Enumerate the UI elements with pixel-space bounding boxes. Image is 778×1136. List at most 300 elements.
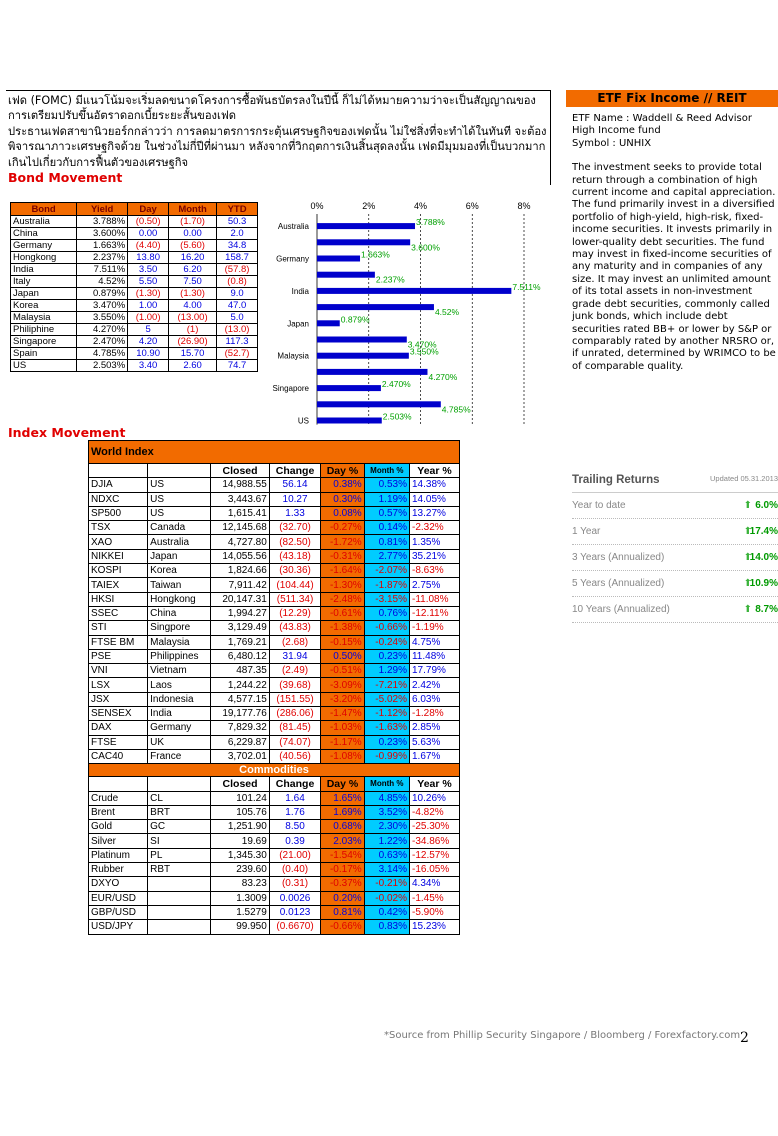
index-cell: -0.31%: [321, 549, 364, 563]
bond-header-cell: YTD: [217, 203, 258, 216]
bond-cell: 9.0: [217, 288, 258, 300]
index-cell: 1.5279: [211, 905, 270, 919]
index-cell: SP500: [89, 506, 148, 520]
index-cell: 35.21%: [409, 549, 459, 563]
index-cell: Japan: [148, 549, 211, 563]
index-row: [89, 848, 460, 862]
index-cell: 8.50: [269, 820, 320, 834]
index-cell: KOSPI: [89, 564, 148, 578]
index-cell: 1.19%: [364, 492, 409, 506]
index-cell: Australia: [148, 535, 211, 549]
index-cell: -25.30%: [409, 820, 459, 834]
index-cell: PSE: [89, 649, 148, 663]
bond-row: [11, 312, 258, 324]
trailing-returns: [572, 466, 778, 623]
chart-category-label: Singapore: [272, 384, 309, 394]
index-row: [89, 592, 460, 606]
index-row: [89, 478, 460, 492]
index-section-title: Index Movement: [8, 425, 126, 440]
trailing-title: Trailing Returns: [572, 474, 660, 486]
up-arrow-icon: ⬆: [743, 500, 752, 511]
index-cell: -0.66%: [321, 920, 364, 934]
index-cell: 0.83%: [364, 920, 409, 934]
index-row: [89, 621, 460, 635]
index-row: [89, 606, 460, 620]
index-cell: -1.47%: [321, 707, 364, 721]
bond-row: [11, 276, 258, 288]
chart-bar: [317, 304, 434, 310]
index-cell: VNI: [89, 664, 148, 678]
bond-cell: Hongkong: [11, 252, 77, 264]
chart-bar: [317, 353, 409, 359]
index-cell: 0.68%: [321, 820, 364, 834]
chart-bar: [317, 401, 441, 407]
article-paragraph-2: ประธานเฟดสาขานิวยอร์กกล่าวว่า การลดมาตรการกระตุ้นเศรษฐกิจของเฟดนั้น ไม่ใช่สิ่งที่จะทำได้ในทันที จะต้องพิจารณาภาวะเศรษฐกิจด้วย ในช่วงไม่กี่ปีที่ผ่านมา หลังจากที่วิกฤตการเงินสิ้นสุดลงนั้น เฟดมีมุมมองที่เป็นบวกมากเกินไปเกี่ยวกับการฟื้นตัวของเศรษฐกิจ: [8, 124, 547, 169]
chart-x-tick: 8%: [517, 201, 531, 211]
bond-cell: Italy: [11, 276, 77, 288]
index-cell: Silver: [89, 834, 148, 848]
bond-cell: (13.00): [169, 312, 217, 324]
chart-bar: [317, 418, 382, 424]
bond-cell: 3.600%: [77, 228, 128, 240]
bond-cell: (0.8): [217, 276, 258, 288]
index-cell: France: [148, 749, 211, 763]
index-cell: 1.29%: [364, 664, 409, 678]
index-cell: 0.0026: [269, 891, 320, 905]
bond-yield-chart: [262, 196, 550, 432]
bond-cell: (5.60): [169, 240, 217, 252]
index-cell: 0.23%: [364, 735, 409, 749]
article-text: [6, 91, 550, 185]
index-table-body: [89, 441, 460, 935]
index-cell: -1.45%: [409, 891, 459, 905]
trailing-row: [572, 597, 778, 623]
bond-cell: 6.20: [169, 264, 217, 276]
index-cell: 105.76: [211, 805, 270, 819]
index-cell: 0.23%: [364, 649, 409, 663]
index-cell: -0.66%: [364, 621, 409, 635]
index-cell: -1.72%: [321, 535, 364, 549]
index-cell: 7,911.42: [211, 578, 270, 592]
index-cell: -0.15%: [321, 635, 364, 649]
index-cell: (2.68): [269, 635, 320, 649]
bond-header-cell: Yield: [77, 203, 128, 216]
index-cell: 4,577.15: [211, 692, 270, 706]
trailing-value: 6.0%: [755, 500, 778, 511]
index-cell: 4.75%: [409, 635, 459, 649]
index-cell: 31.94: [269, 649, 320, 663]
index-cell: 3,702.01: [211, 749, 270, 763]
index-cell: GBP/USD: [89, 905, 148, 919]
chart-data-label: 4.785%: [441, 404, 471, 415]
index-cell: NIKKEI: [89, 549, 148, 563]
index-cell: 1.65%: [321, 791, 364, 805]
up-arrow-icon: ⬆: [743, 526, 752, 537]
index-cell: (0.31): [269, 877, 320, 891]
index-cell: 1,244.22: [211, 678, 270, 692]
index-cell: 1.64: [269, 791, 320, 805]
index-cell: (151.55): [269, 692, 320, 706]
index-row: [89, 721, 460, 735]
bond-cell: (0.50): [128, 216, 169, 228]
index-cell: 15.23%: [409, 920, 459, 934]
chart-bar: [317, 223, 415, 229]
bond-cell: 3.550%: [77, 312, 128, 324]
index-cell: -1.28%: [409, 707, 459, 721]
index-row: [89, 707, 460, 721]
index-cell: -5.90%: [409, 905, 459, 919]
index-cell: -1.30%: [321, 578, 364, 592]
index-header-cell: [148, 777, 211, 791]
index-header-cell: Month %: [364, 777, 409, 791]
bond-cell: Japan: [11, 288, 77, 300]
index-row: [89, 492, 460, 506]
index-row: [89, 791, 460, 805]
index-cell: 1,824.66: [211, 564, 270, 578]
index-cell: -0.51%: [321, 664, 364, 678]
trailing-row: [572, 571, 778, 597]
index-cell: [148, 891, 211, 905]
chart-bar: [317, 369, 427, 375]
bond-cell: Korea: [11, 300, 77, 312]
index-cell: (286.06): [269, 707, 320, 721]
chart-data-label: 3.788%: [416, 217, 445, 228]
bond-cell: (4.40): [128, 240, 169, 252]
index-cell: -0.99%: [364, 749, 409, 763]
bond-row: [11, 288, 258, 300]
index-cell: 19.69: [211, 834, 270, 848]
bond-cell: Philiphine: [11, 324, 77, 336]
bond-cell: 0.00: [128, 228, 169, 240]
index-cell: BRT: [148, 805, 211, 819]
index-header-cell: Closed: [211, 777, 270, 791]
index-cell: -0.21%: [364, 877, 409, 891]
index-cell: (30.36): [269, 564, 320, 578]
index-cell: 6,229.87: [211, 735, 270, 749]
commodities-title-row: [89, 764, 460, 777]
index-cell: -12.57%: [409, 848, 459, 862]
chart-category-label: Australia: [277, 222, 309, 232]
world-index-title-row: [89, 441, 460, 464]
index-row: [89, 735, 460, 749]
article-paragraph-1: เฟด (FOMC) มีแนวโน้มจะเริ่มลดขนาดโครงการซื้อพันธบัตรลงในปีนี้ ก็ไม่ได้หมายความว่าจะเป็นสัญญาณของการเตรียมปรับขึ้นอัตราดอกเบี้ยระยะสั้นของเฟด: [8, 94, 536, 123]
index-cell: 1,994.27: [211, 606, 270, 620]
trailing-label: Year to date: [572, 500, 626, 511]
bond-cell: 3.788%: [77, 216, 128, 228]
trailing-label: 3 Years (Annualized): [572, 552, 665, 563]
index-header-cell: [148, 464, 211, 478]
index-cell: -12.11%: [409, 606, 459, 620]
index-row: [89, 820, 460, 834]
index-cell: 3,129.49: [211, 621, 270, 635]
index-cell: US: [148, 478, 211, 492]
bond-cell: 4.270%: [77, 324, 128, 336]
index-cell: (104.44): [269, 578, 320, 592]
index-cell: 6,480.12: [211, 649, 270, 663]
chart-data-label: 4.52%: [434, 307, 460, 318]
bond-row: [11, 348, 258, 360]
trailing-label: 1 Year: [572, 526, 601, 537]
index-cell: 0.39: [269, 834, 320, 848]
index-cell: 10.27: [269, 492, 320, 506]
index-cell: 3.14%: [364, 863, 409, 877]
index-cell: RBT: [148, 863, 211, 877]
chart-bar: [317, 288, 511, 294]
index-row: [89, 564, 460, 578]
bond-cell: (1.30): [169, 288, 217, 300]
index-cell: -2.07%: [364, 564, 409, 578]
bond-table: [10, 202, 258, 372]
index-header-row: [89, 777, 460, 791]
index-cell: Laos: [148, 678, 211, 692]
trailing-label: 5 Years (Annualized): [572, 578, 665, 589]
commodities-title: Commodities: [89, 764, 460, 777]
index-cell: -1.12%: [364, 707, 409, 721]
etf-body: [566, 107, 778, 373]
index-cell: 5.63%: [409, 735, 459, 749]
bond-cell: Singapore: [11, 336, 77, 348]
index-cell: 0.0123: [269, 905, 320, 919]
bond-cell: 4.20: [128, 336, 169, 348]
index-row: [89, 649, 460, 663]
bond-cell: 16.20: [169, 252, 217, 264]
index-cell: UK: [148, 735, 211, 749]
bond-row: [11, 300, 258, 312]
index-cell: SENSEX: [89, 707, 148, 721]
index-cell: -1.87%: [364, 578, 409, 592]
index-cell: 101.24: [211, 791, 270, 805]
index-cell: US: [148, 506, 211, 520]
index-cell: XAO: [89, 535, 148, 549]
index-cell: -0.17%: [321, 863, 364, 877]
bond-cell: (1.30): [128, 288, 169, 300]
bond-cell: 117.3: [217, 336, 258, 348]
bond-header-cell: Bond: [11, 203, 77, 216]
index-row: [89, 664, 460, 678]
index-row: [89, 635, 460, 649]
index-cell: 7,829.32: [211, 721, 270, 735]
chart-x-tick: 2%: [362, 201, 376, 211]
index-cell: Gold: [89, 820, 148, 834]
trailing-updated: Updated 05.31.2013: [710, 474, 778, 483]
bond-cell: 34.8: [217, 240, 258, 252]
bond-cell: 1.663%: [77, 240, 128, 252]
index-row: [89, 920, 460, 934]
index-cell: Canada: [148, 521, 211, 535]
bond-row: [11, 264, 258, 276]
index-cell: -3.20%: [321, 692, 364, 706]
index-row: [89, 535, 460, 549]
trailing-row: [572, 545, 778, 571]
index-cell: 1.22%: [364, 834, 409, 848]
chart-category-label: Malaysia: [277, 351, 309, 361]
index-row: [89, 805, 460, 819]
index-cell: (43.83): [269, 621, 320, 635]
index-cell: STI: [89, 621, 148, 635]
etf-symbol: Symbol : UNHIX: [572, 137, 652, 149]
index-row: [89, 578, 460, 592]
chart-x-tick: 4%: [413, 201, 428, 211]
index-header-cell: Change: [269, 464, 320, 478]
index-cell: Brent: [89, 805, 148, 819]
bond-cell: Germany: [11, 240, 77, 252]
bond-cell: 5.50: [128, 276, 169, 288]
index-cell: 3.52%: [364, 805, 409, 819]
bond-cell: Australia: [11, 216, 77, 228]
index-cell: -0.37%: [321, 877, 364, 891]
index-row: [89, 905, 460, 919]
chart-category-label: Japan: [287, 319, 309, 329]
index-cell: 0.63%: [364, 848, 409, 862]
index-cell: 17.79%: [409, 664, 459, 678]
index-row: [89, 891, 460, 905]
chart-data-label: 2.470%: [381, 379, 411, 390]
bond-table-body: [11, 216, 258, 372]
index-cell: -16.05%: [409, 863, 459, 877]
index-cell: (511.34): [269, 592, 320, 606]
chart-data-label: 3.600%: [411, 242, 440, 253]
index-cell: -0.61%: [321, 606, 364, 620]
index-cell: 0.20%: [321, 891, 364, 905]
index-cell: India: [148, 707, 211, 721]
index-header-row: [89, 464, 460, 478]
index-cell: -1.54%: [321, 848, 364, 862]
index-cell: 99.950: [211, 920, 270, 934]
index-cell: USD/JPY: [89, 920, 148, 934]
index-cell: (2.49): [269, 664, 320, 678]
index-cell: -34.86%: [409, 834, 459, 848]
index-cell: GC: [148, 820, 211, 834]
index-cell: 19,177.76: [211, 707, 270, 721]
index-row: [89, 749, 460, 763]
bond-table-header: [11, 203, 258, 216]
chart-data-label: 7.511%: [512, 281, 541, 292]
index-cell: -8.63%: [409, 564, 459, 578]
index-cell: (40.56): [269, 749, 320, 763]
index-cell: FTSE: [89, 735, 148, 749]
index-cell: 4.85%: [364, 791, 409, 805]
index-cell: 0.30%: [321, 492, 364, 506]
chart-bar: [317, 385, 381, 391]
index-cell: (0.40): [269, 863, 320, 877]
bond-cell: 2.470%: [77, 336, 128, 348]
bond-cell: 158.7: [217, 252, 258, 264]
bond-row: [11, 216, 258, 228]
up-arrow-icon: ⬆: [743, 578, 752, 589]
bond-cell: 1.00: [128, 300, 169, 312]
index-cell: 1,769.21: [211, 635, 270, 649]
bond-row: [11, 252, 258, 264]
index-header-cell: Day %: [321, 777, 364, 791]
world-index-title: World Index: [89, 441, 460, 464]
up-arrow-icon: ⬆: [743, 552, 752, 563]
index-header-cell: Month %: [364, 464, 409, 478]
index-row: [89, 877, 460, 891]
bond-cell: China: [11, 228, 77, 240]
chart-category-label: Germany: [276, 254, 309, 264]
bond-cell: 0.00: [169, 228, 217, 240]
bond-cell: 47.0: [217, 300, 258, 312]
index-cell: (12.29): [269, 606, 320, 620]
trailing-rows: [572, 493, 778, 623]
index-cell: Vietnam: [148, 664, 211, 678]
bond-cell: (52.7): [217, 348, 258, 360]
bond-cell: 13.80: [128, 252, 169, 264]
index-cell: -5.02%: [364, 692, 409, 706]
index-cell: 56.14: [269, 478, 320, 492]
index-cell: 0.76%: [364, 606, 409, 620]
index-cell: -1.63%: [364, 721, 409, 735]
index-cell: [148, 920, 211, 934]
bond-cell: 2.0: [217, 228, 258, 240]
trailing-value: 10.9%: [749, 578, 778, 589]
bond-cell: India: [11, 264, 77, 276]
index-cell: PL: [148, 848, 211, 862]
chart-data-label: 2.237%: [375, 274, 405, 285]
index-cell: -1.38%: [321, 621, 364, 635]
trailing-row: [572, 519, 778, 545]
index-cell: -0.02%: [364, 891, 409, 905]
trailing-value: 17.4%: [749, 526, 778, 537]
index-cell: [148, 877, 211, 891]
index-row: [89, 678, 460, 692]
index-cell: (74.07): [269, 735, 320, 749]
index-cell: 0.38%: [321, 478, 364, 492]
index-cell: 20,147.31: [211, 592, 270, 606]
index-cell: 0.14%: [364, 521, 409, 535]
index-cell: -3.09%: [321, 678, 364, 692]
index-cell: (0.6670): [269, 920, 320, 934]
index-cell: 239.60: [211, 863, 270, 877]
trailing-value: 8.7%: [755, 604, 778, 615]
index-header-cell: Closed: [211, 464, 270, 478]
index-cell: -7.21%: [364, 678, 409, 692]
index-cell: 1.67%: [409, 749, 459, 763]
chart-category-label: US: [297, 416, 309, 426]
chart-bar: [317, 320, 340, 326]
index-row: [89, 692, 460, 706]
bond-cell: 5.0: [217, 312, 258, 324]
chart-bar: [317, 337, 407, 343]
chart-data-label: 1.663%: [361, 249, 390, 260]
index-cell: 2.77%: [364, 549, 409, 563]
index-header-cell: Day %: [321, 464, 364, 478]
index-cell: 83.23: [211, 877, 270, 891]
index-cell: 14,055.56: [211, 549, 270, 563]
index-cell: (81.45): [269, 721, 320, 735]
bond-cell: 2.503%: [77, 360, 128, 372]
index-cell: 0.08%: [321, 506, 364, 520]
etf-fund: High Income fund: [572, 125, 661, 137]
index-cell: 4.34%: [409, 877, 459, 891]
bond-cell: US: [11, 360, 77, 372]
index-cell: 13.27%: [409, 506, 459, 520]
chart-bar: [317, 256, 360, 262]
bond-cell: 2.60: [169, 360, 217, 372]
index-cell: CAC40: [89, 749, 148, 763]
bond-row: [11, 336, 258, 348]
index-cell: Taiwan: [148, 578, 211, 592]
page-number: 2: [740, 1030, 749, 1046]
index-cell: 1.33: [269, 506, 320, 520]
index-cell: Korea: [148, 564, 211, 578]
index-cell: 1.35%: [409, 535, 459, 549]
index-cell: Indonesia: [148, 692, 211, 706]
index-cell: 1.76: [269, 805, 320, 819]
up-arrow-icon: ⬆: [743, 604, 752, 615]
trailing-row: [572, 493, 778, 519]
index-cell: Singpore: [148, 621, 211, 635]
